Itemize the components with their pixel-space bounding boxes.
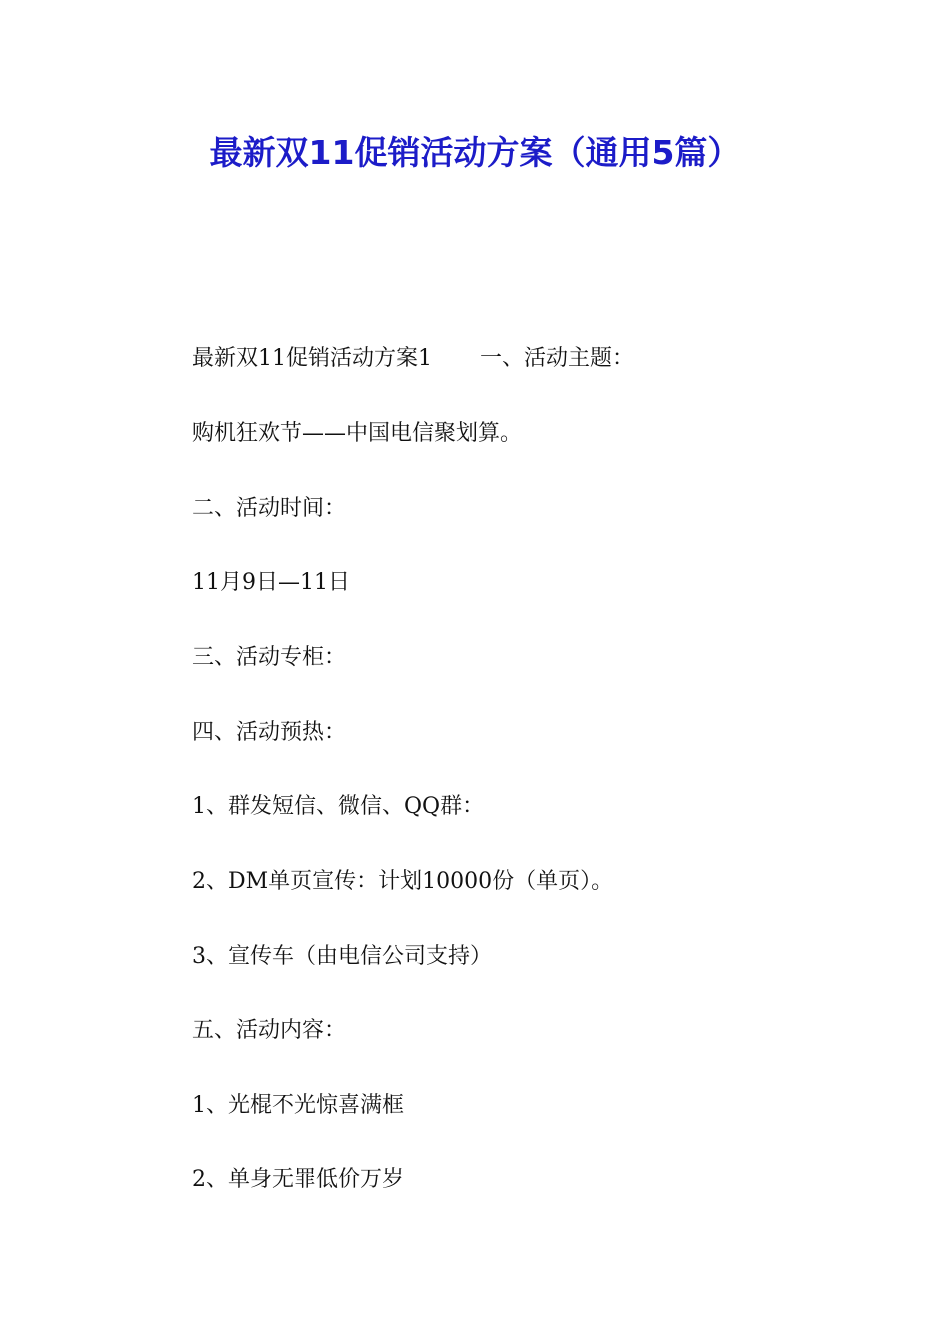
list-item: 3、宣传车（由电信公司支持） — [192, 944, 492, 969]
list-item: 1、光棍不光惊喜满框 — [192, 1093, 404, 1118]
text-line-theme: 购机狂欢节——中国电信聚划算。 — [192, 421, 523, 446]
list-item: 2、单身无罪低价万岁 — [192, 1167, 404, 1192]
document-title: 最新双11促销活动方案（通用5篇） — [209, 133, 741, 172]
list-item: 2、DM单页宣传：计划10000份（单页）。 — [192, 869, 614, 894]
first-line — [192, 342, 634, 376]
text-line-time: 11月9日—11日 — [192, 570, 350, 595]
heading-content: 五、活动内容： — [192, 1018, 347, 1043]
section-heading-plan-1: 最新双11促销活动方案1 — [192, 346, 432, 371]
heading-warmup: 四、活动预热： — [192, 720, 347, 745]
list-item: 1、群发短信、微信、QQ群： — [192, 794, 485, 819]
heading-counter: 三、活动专柜： — [192, 645, 347, 670]
heading-theme: 一、活动主题： — [480, 346, 635, 371]
heading-time: 二、活动时间： — [192, 496, 347, 521]
